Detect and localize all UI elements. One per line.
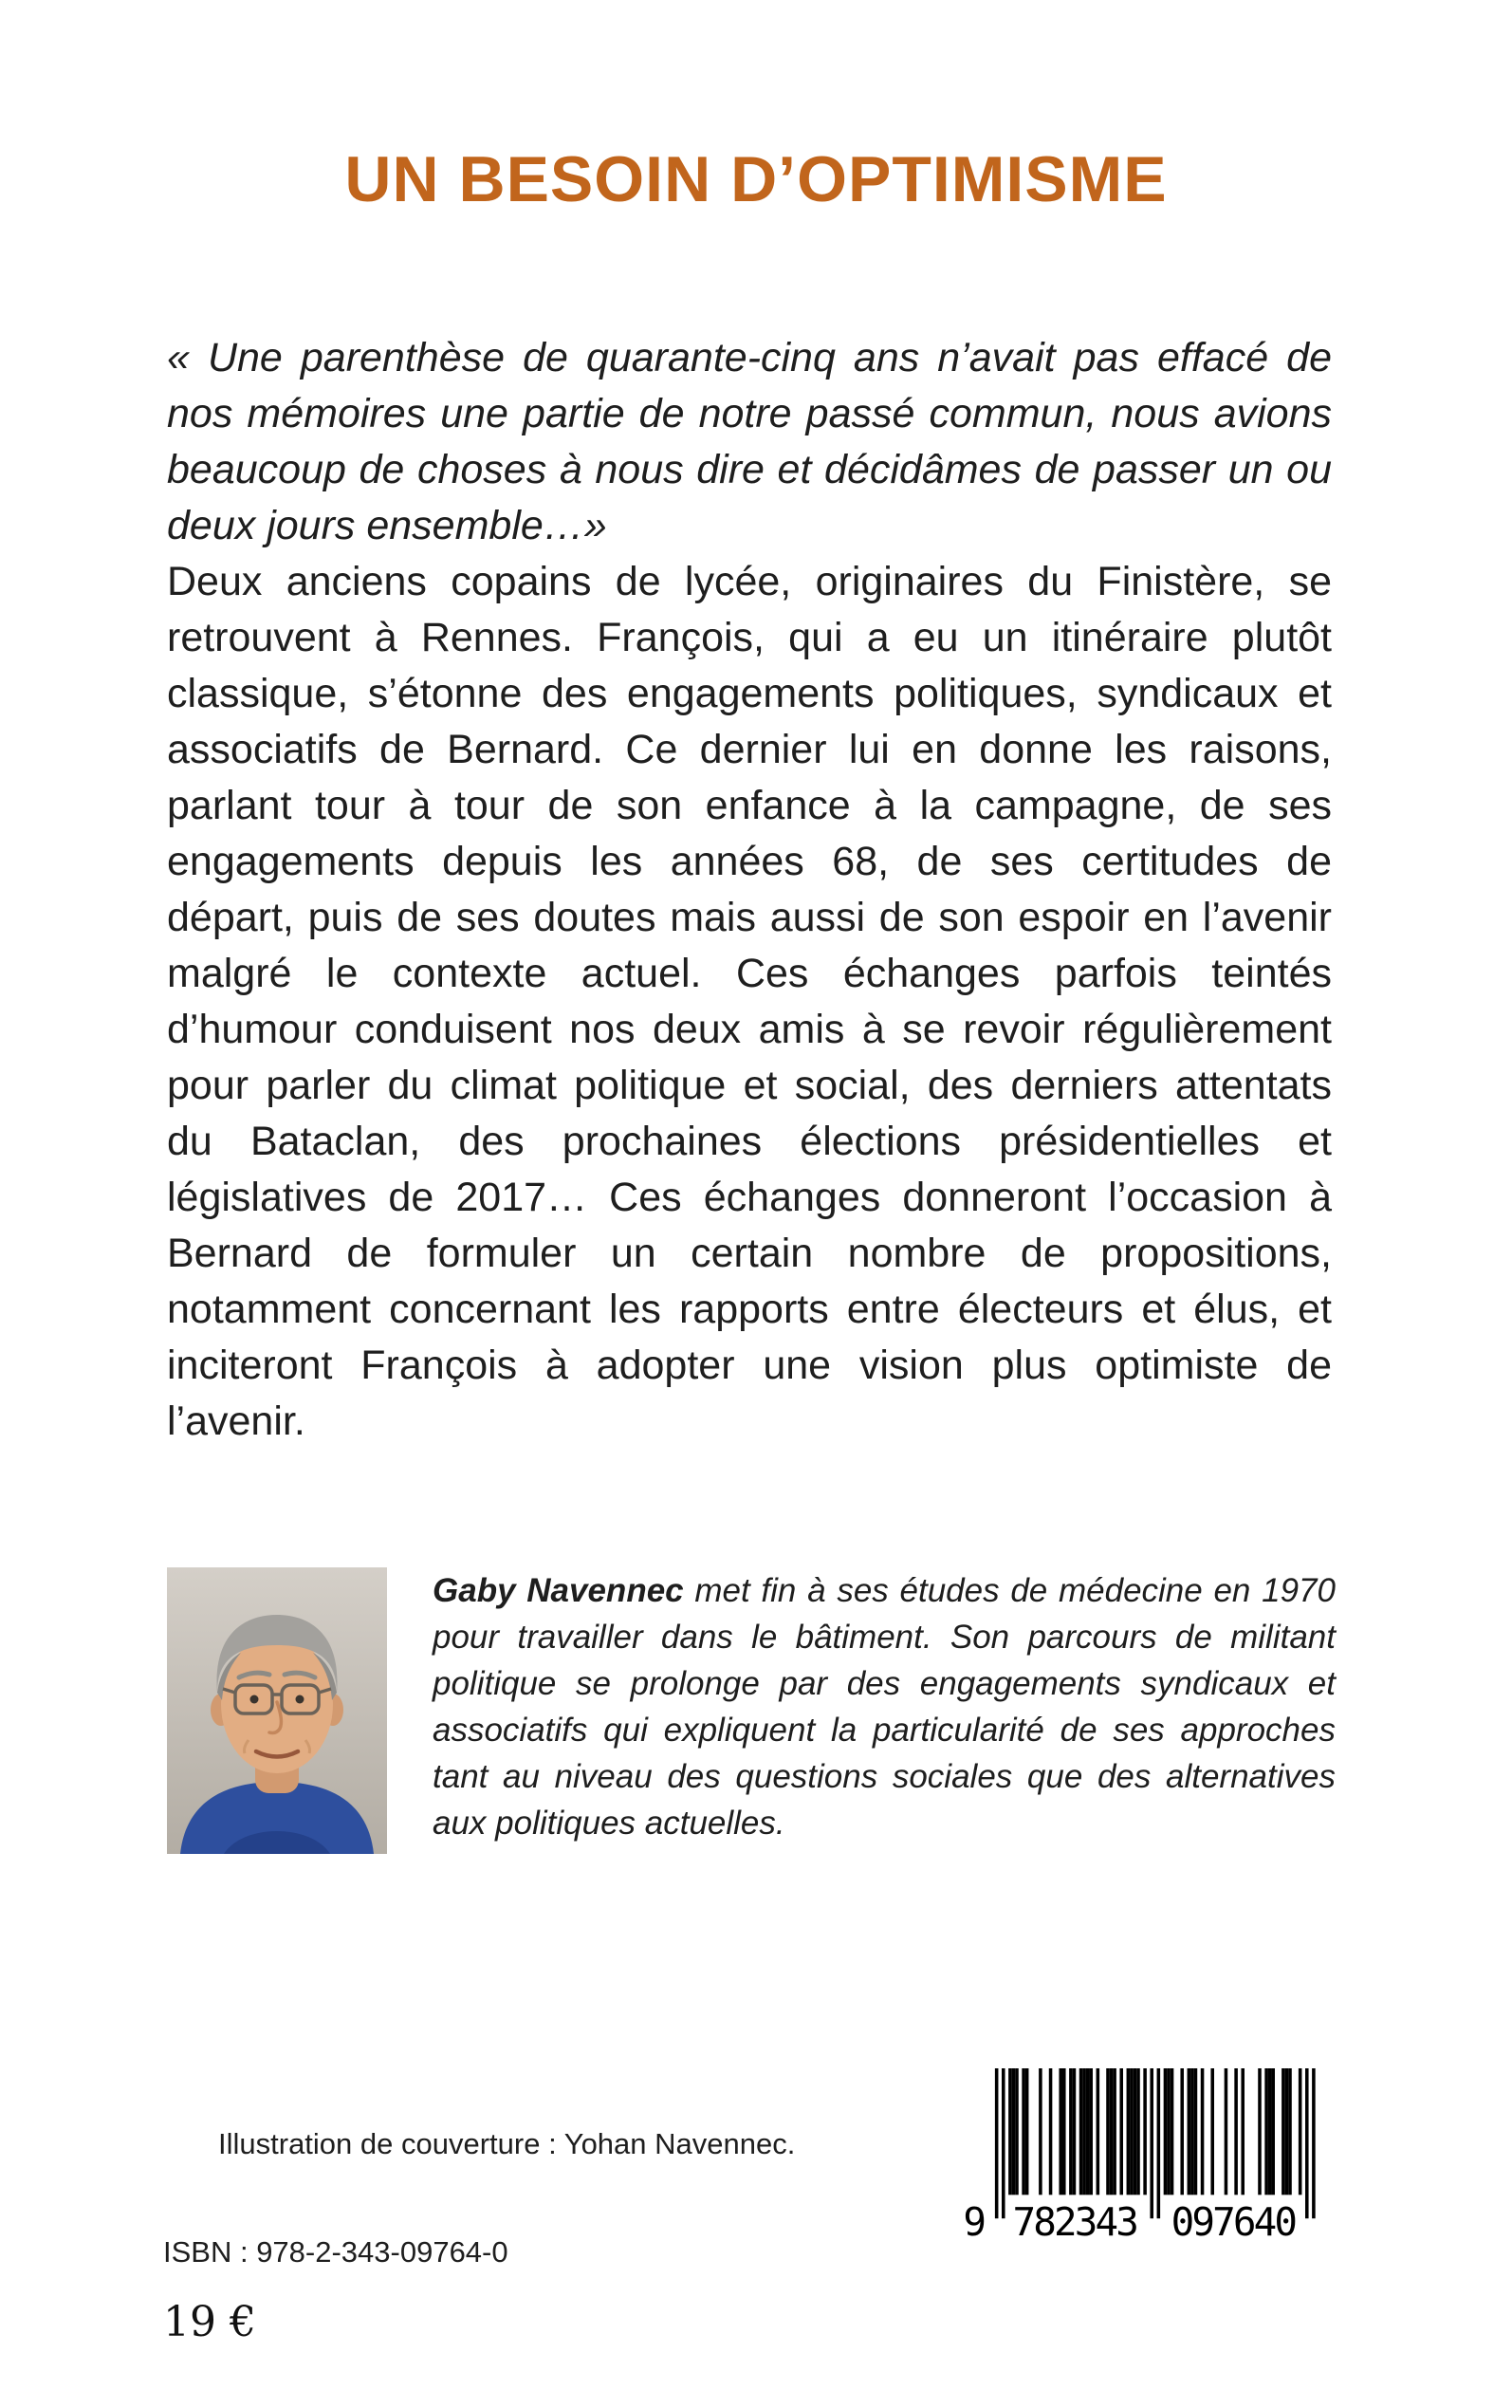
author-bio <box>433 1567 1336 1846</box>
opening-quote: « Une parenthèse de quarante-cinq ans n’avait pas effacé de nos mémoires une partie de notre passé commun, nous avions beaucoup de choses à nous dire et décidâmes de passer un ou deux jours ensemble…» <box>167 335 1332 548</box>
synopsis-block <box>167 330 1332 1450</box>
author-section <box>167 1567 1343 1854</box>
author-bio-text: met fin à ses études de médecine en 1970 pour travailler dans le bâtiment. Son parcours de militant politique se prolonge par des engagements syndicaux et associatifs qui expliquent la particularité de ses approches tant au niveau des questions sociales que des alternatives aux politiques actuelles. <box>433 1572 1336 1842</box>
ean13-barcode <box>949 2068 1366 2266</box>
barcode-number: 097640 <box>1171 2199 1298 2245</box>
barcode <box>949 2068 1366 2266</box>
illustration-credit: Illustration de couverture : Yohan Navennec. <box>218 2127 796 2160</box>
price: 19 € <box>163 2298 256 2346</box>
barcode-number: 782343 <box>1012 2199 1139 2245</box>
author-portrait-illustration <box>167 1567 387 1854</box>
barcode-number: 9 <box>963 2199 986 2245</box>
book-title: UN BESOIN D’OPTIMISME <box>344 143 1168 215</box>
author-photo <box>167 1567 387 1854</box>
synopsis-text: Deux anciens copains de lycée, originaires du Finistère, se retrouvent à Rennes. François, qui a eu un itinéraire plutôt classique, s’étonne des engagements politiques, syndicaux et associatifs de Bernard. Ce dernier lui en donne les raisons, parlant tour à tour de son enfance à la campagne, de ses engagements depuis les années 68, de ses certitudes de départ, puis de ses doutes mais aussi de son espoir en l’avenir malgré le contexte actuel. Ces échanges parfois teintés d’humour conduisent nos deux amis à se revoir régulièrement pour parler du climat politique et social, des derniers attentats du Bataclan, des prochaines élections présidentielles et législatives de 2017… Ces échanges donneront l’occasion à Bernard de formuler un certain nombre de propositions, notamment concernant les rapports entre électeurs et élus, et inciteront François à adopter une vision plus optimiste de l’avenir. <box>167 559 1332 1444</box>
isbn-line: ISBN : 978-2-343-09764-0 <box>163 2235 508 2269</box>
author-name: Gaby Navennec <box>433 1572 684 1609</box>
